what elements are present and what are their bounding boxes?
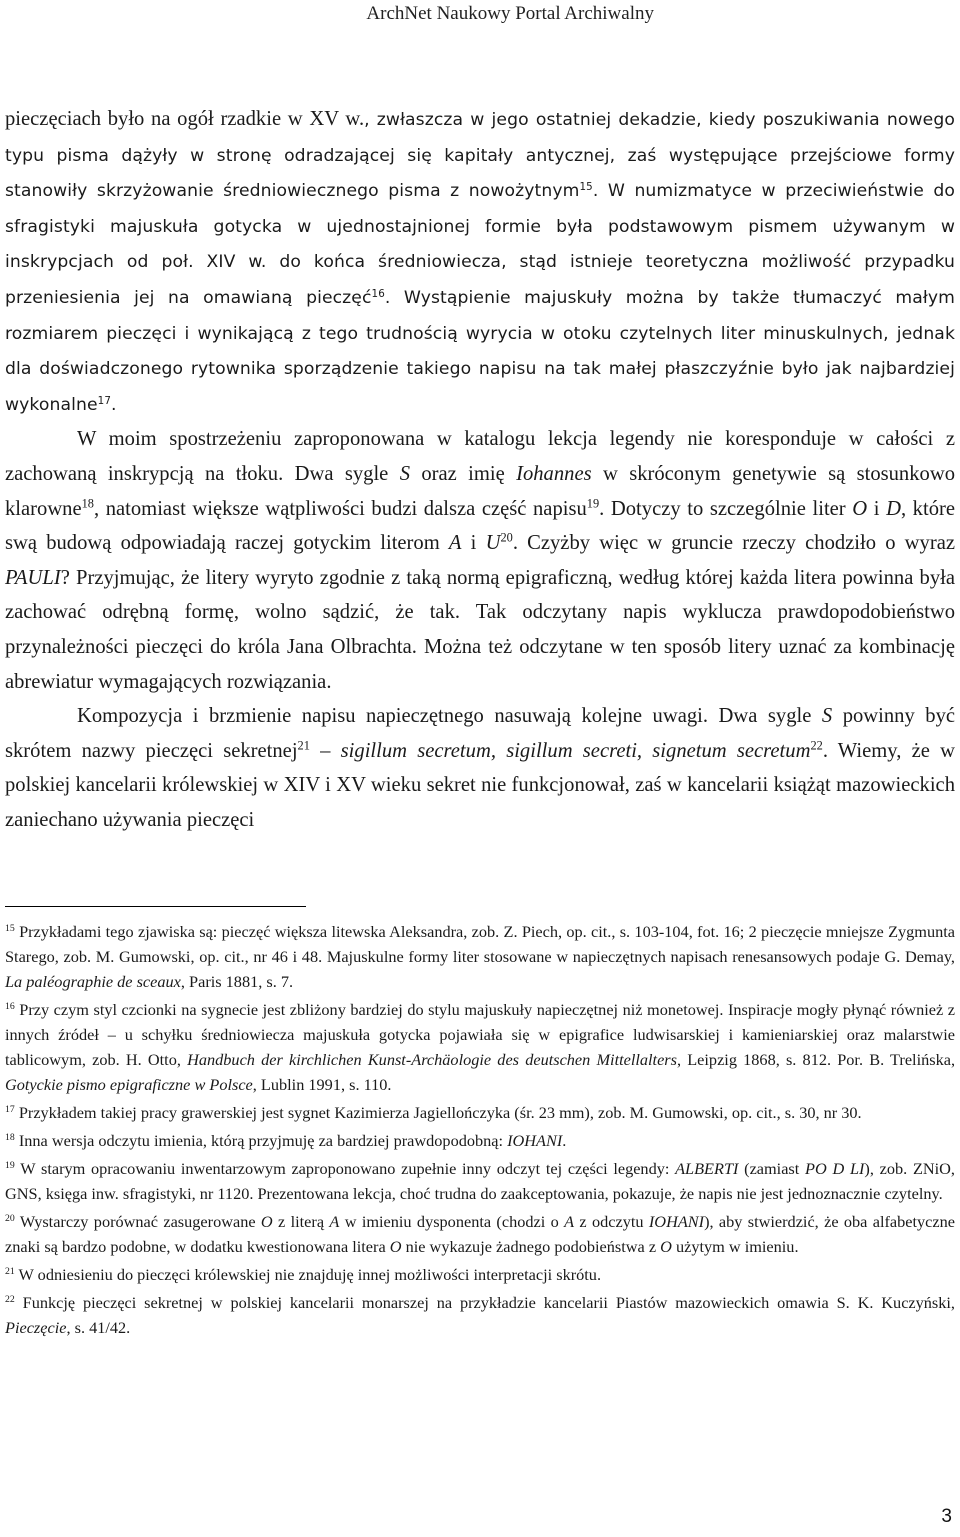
footnote-ref-21[interactable]: 21 (297, 738, 310, 753)
footnote-21: $^{21}$ W odniesieniu do pieczęci królewskiej nie znajduję innej możliwości interpretacji skrótu. (5, 1265, 602, 1284)
footnotes (5, 919, 955, 1343)
footnote-ref-15[interactable]: 15 (579, 181, 593, 193)
footnote-ref-22[interactable]: 22 (810, 738, 823, 753)
paragraph-3: Kompozycja i brzmienie napisu napieczętnego nasuwają kolejne uwagi. Dwa sygle S powinny być skrótem nazwy pieczęci sekretnej$^{21}$ – sigillum secretum, sigillum secreti, signetum secretum$^{22}$. Wiemy, że w polskiej kancelarii królewskiej w XIV i XV wieku sekret nie funkcjonował, zaś w kancelarii książąt mazowieckich zaniechano używania pieczęci (5, 705, 956, 831)
footnote-15: $^{15}$ Przykładami tego zjawiska są: pieczęć większa litewska Aleksandra, zob. Z. Piech, op. cit., s. 103-104, fot. 16; 2 pieczęcie mniejsze Zygmunta Starego, zob. M. Gumowski, op. cit., nr 46 i 48. Majuskulne formy liter stosowane w napieczętnych napisach renesansowych podaje G. Demay, La paléographie de sceaux, Paris 1881, s. 7. (5, 922, 955, 991)
footnote-17: $^{17}$ Przykładem takiej pracy grawerskiej jest sygnet Kazimierza Jagiellończyka (śr. 23 mm), zob. M. Gumowski, op. cit., s. 30, nr 30. (5, 1103, 862, 1122)
footnote-19: $^{19}$ W starym opracowaniu inwentarzowym zaproponowano zupełnie inny odczyt tej części legendy: ALBERTI (zamiast PO D LI), zob. ZNiO, GNS, księga inw. sfragistyki, nr 1120. Prezentowana lekcja, choć trudna do zaakceptowania, pokazuje, że napis nie jest jednoznacznie czytelny. (5, 1159, 955, 1203)
footnote-20: $^{20}$ Wystarczy porównać zasugerowane O z literą A w imieniu dysponenta (chodzi o A z odczytu IOHANI), aby stwierdzić, że oba alfabetyczne znaki są bardzo podobne, w dodatku kwestionowana litera O nie wykazuje żadnego podobieństwa z O użytym w imieniu. (5, 1212, 956, 1256)
footnote-ref-18[interactable]: 18 (81, 496, 94, 511)
main-text (5, 102, 955, 837)
paragraph-2: W moim spostrzeżeniu zaproponowana w katalogu lekcja legendy nie koresponduje w całości z zachowaną inskrypcją na tłoku. Dwa sygle S oraz imię Iohannes w skróconym genetywie są stosunkowo klarowne$^{18}$, natomiast większe wątpliwości budzi dalsza część napisu$^{19}$. Dotyczy to szczególnie liter O i D, które swą budową odpowiadają raczej gotyckim literom A i $U^{20}$. Czyżby więc w gruncie rzeczy chodziło o wyraz PAULI? Przyjmując, że litery wyryto zgodnie z taką normą epigraficzną, według której każda litera powinna była zachować odrębną formę, wolno sądzić, że tak. Tak odczytany napis wyklucza prawdopodobieństwo przynależności pieczęci do króla Jana Olbrachta. Można też odczytane w ten sposób litery uznać za kombinację abrewiatur wymagających rozwiązania. (5, 428, 955, 693)
portal-header: ArchNet Naukowy Portal Archiwalny (366, 3, 654, 24)
footnote-16: $^{16}$ Przy czym styl czcionki na sygnecie jest zbliżony bardziej do stylu majuskuły napieczętnej niż monetowej. Inspiracje mogły płynąć również z innych źródeł – u schyłku średniowiecza majuskuła gotycka pojawiała się w epigrafice ludwisarskiej i kamieniarskiej oraz malarstwie tablicowym, zob. H. Otto, Handbuch der kirchlichen Kunst-Archäologie des deutschen Mittellalters, Leipzig 1868, s. 812. Por. B. Trelińska, Gotyckie pismo epigraficzne w Polsce, Lublin 1991, s. 110. (5, 1000, 956, 1094)
paragraph-1: pieczęciach było na ogół rzadkie w XV w., zwłaszcza w jego ostatniej dekadzie, kiedy poszukiwania nowego typu pisma dążyły w stronę odradzającej się kapitały antycznej, zaś występujące przejściowe formy stanowiły skrzyżowanie średniowiecznego pisma z nowożytnym$^{15}$. W numizmatyce w przeciwieństwie do sfragistyki majuskuła gotycka w ujednostajnionej formie była podstawowym pismem używanym w inskrypcjach od poł. XIV w. do końca średniowiecza, stąd istnieje teoretyczna możliwość przypadku przeniesienia jej na omawianą pieczęć$^{16}$. Wystąpienie majuskuły można by także tłumaczyć małym rozmiarem pieczęci i wynikającą z tego trudnością wyrycia w otoku czytelnych liter minuskulnych, jednak dla doświadczonego rytownika sporządzenie takiego napisu na tak małej płaszczyźnie było jak najbardziej wykonalne$^{17}$. (5, 108, 955, 415)
sans-run: , zwłaszcza w jego ostatniej dekadzie, kiedy poszukiwania nowego typu pisma dążyły w stronę odradzającej się kapitały antycznej, zaś występujące przejściowe formy stanowiły skrzyżowanie średniowiecznego pisma z nowożytnym$^{15}$. W numizmatyce w przeciwieństwie do sfragistyki majuskuła gotycka w ujednostajnionej formie była podstawowym pismem używanym w inskrypcjach od poł. XIV w. do końca średniowiecza, stąd istnieje teoretyczna możliwość przypadku przeniesienia jej na omawianą pieczęć$^{16}$. Wystąpienie majuskuły można by także tłumaczyć małym rozmiarem pieczęci i wynikającą z tego trudnością wyrycia w otoku czytelnych liter minuskulnych, jednak dla doświadczonego rytownika sporządzenie takiego napisu na tak małej płaszczyźnie było jak najbardziej wykonalne$^{17}$. (5, 110, 955, 415)
footnote-22: $^{22}$ Funkcję pieczęci sekretnej w polskiej kancelarii monarszej na przykładzie kancelarii Piastów mazowieckich omawia S. K. Kuczyński, Pieczęcie, s. 41/42. (5, 1293, 955, 1337)
footnote-18: $^{18}$ Inna wersja odczytu imienia, którą przyjmuję za bardziej prawdopodobną: IOHANI. (5, 1131, 567, 1150)
footnote-ref-16[interactable]: 16 (371, 287, 385, 300)
footnote-ref-20[interactable]: 20 (500, 530, 513, 545)
footnote-ref-17[interactable]: 17 (97, 394, 111, 407)
page-number: 3 (941, 1506, 952, 1527)
footnote-separator (5, 906, 306, 907)
footnote-ref-19[interactable]: 19 (586, 496, 600, 511)
